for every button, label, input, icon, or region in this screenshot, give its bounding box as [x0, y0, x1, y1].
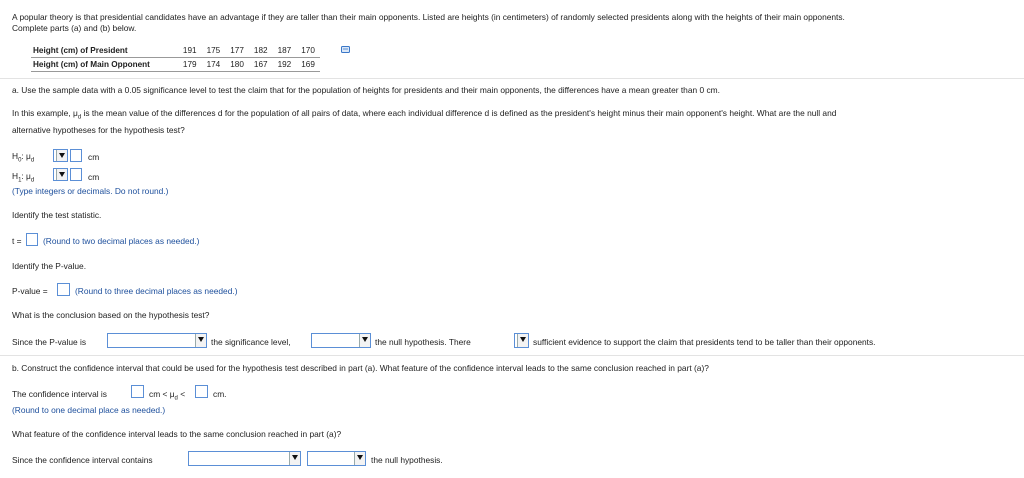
- ci-text-mid: cm < $\mu_d$ <: [149, 389, 186, 402]
- table-cell: 170: [296, 44, 320, 58]
- ci-decision-dropdown[interactable]: [307, 451, 366, 466]
- p-value-input[interactable]: [57, 283, 70, 296]
- table-cell: 182: [249, 44, 273, 58]
- intro-line-2: Complete parts (a) and (b) below.: [12, 23, 137, 33]
- chevron-down-icon: [195, 334, 206, 347]
- hypothesis-hint: (Type integers or decimals. Do not round.): [12, 186, 169, 196]
- ci-lower-input[interactable]: [131, 385, 144, 398]
- intro-line-1: A popular theory is that presidential candidates have an advantage if they are taller than their main opponents. Listed are heights (in centimeters) of randomly selected presidents along with the heights of their main opponents.: [12, 12, 845, 22]
- h1-unit: cm: [88, 172, 100, 182]
- identify-test-statistic: Identify the test statistic.: [12, 210, 102, 220]
- part-b-question: b. Construct the confidence interval that could be used for the hypothesis test described in part (a). What feature of the confidence interval leads to the same conclusion reached in part (a)?: [12, 363, 709, 373]
- row-label-president: Height (cm) of President: [31, 44, 178, 58]
- table-cell: 167: [249, 58, 273, 72]
- h0-value-input[interactable]: [70, 149, 82, 162]
- ci-contains-dropdown[interactable]: [188, 451, 301, 466]
- table-cell: 180: [225, 58, 249, 72]
- table-cell: 175: [202, 44, 226, 58]
- table-cell: 177: [225, 44, 249, 58]
- explanation-line-1: In this example, $\mu_d$ is the mean value of the differences d for the population of all pairs of data, where each individual difference d is defined as the president's height minus their main opponent's height. What are the null and: [12, 108, 837, 121]
- h1-value-input[interactable]: [70, 168, 82, 181]
- since-ci-text: Since the confidence interval contains: [12, 455, 153, 465]
- t-statistic-input[interactable]: [26, 233, 38, 246]
- sufficient-evidence-text: sufficient evidence to support the claim that presidents tend to be taller than their opponents.: [533, 337, 876, 347]
- p-value-label: P-value =: [12, 286, 48, 296]
- since-p-value-text: Since the P-value is: [12, 337, 87, 347]
- ci-text-end: cm.: [213, 389, 227, 399]
- chevron-down-icon: [289, 452, 300, 465]
- table-cell: 191: [178, 44, 202, 58]
- ci-hint: (Round to one decimal place as needed.): [12, 405, 166, 415]
- feature-question: What feature of the confidence interval leads to the same conclusion reached in part (a)?: [12, 429, 342, 439]
- h1-label: $H_1$: $\mu_d$: [12, 171, 35, 184]
- null-hypothesis-end-text: the null hypothesis.: [371, 455, 443, 465]
- h0-operator-dropdown[interactable]: [53, 149, 68, 162]
- table-cell: 179: [178, 58, 202, 72]
- t-hint: (Round to two decimal places as needed.): [43, 236, 200, 246]
- evidence-dropdown[interactable]: [514, 333, 529, 348]
- t-label: t =: [12, 236, 22, 246]
- ci-text-pre: The confidence interval is: [12, 389, 107, 399]
- explanation-line-2: alternative hypotheses for the hypothesis test?: [12, 125, 185, 135]
- h0-label: $H_0$: $\mu_d$: [12, 151, 35, 164]
- identify-p-value: Identify the P-value.: [12, 261, 87, 271]
- table-row: [31, 58, 320, 72]
- p-value-comparison-dropdown[interactable]: [107, 333, 207, 348]
- null-hypothesis-there-text: the null hypothesis. There: [375, 337, 471, 347]
- chevron-down-icon: [354, 452, 365, 465]
- table-cell: 187: [273, 44, 297, 58]
- significance-level-text: the significance level,: [211, 337, 291, 347]
- chevron-down-icon: [56, 150, 67, 161]
- ci-upper-input[interactable]: [195, 385, 208, 398]
- chevron-down-icon: [359, 334, 370, 347]
- conclusion-question: What is the conclusion based on the hypothesis test?: [12, 310, 210, 320]
- chevron-down-icon: [517, 334, 528, 347]
- table-cell: 169: [296, 58, 320, 72]
- chevron-down-icon: [56, 169, 67, 180]
- table-cell: 192: [273, 58, 297, 72]
- reject-decision-dropdown[interactable]: [311, 333, 371, 348]
- h1-operator-dropdown[interactable]: [53, 168, 68, 181]
- table-cell: 174: [202, 58, 226, 72]
- p-value-hint: (Round to three decimal places as needed.): [75, 286, 238, 296]
- h0-unit: cm: [88, 152, 100, 162]
- row-label-opponent: Height (cm) of Main Opponent: [31, 58, 178, 72]
- copy-table-icon[interactable]: [341, 46, 351, 54]
- table-row: [31, 44, 320, 58]
- divider: [0, 78, 1024, 79]
- divider: [0, 355, 1024, 356]
- part-a-question: a. Use the sample data with a 0.05 significance level to test the claim that for the population of heights for presidents and their main opponents, the differences have a mean greater than 0 cm.: [12, 85, 720, 95]
- heights-table: [31, 44, 320, 72]
